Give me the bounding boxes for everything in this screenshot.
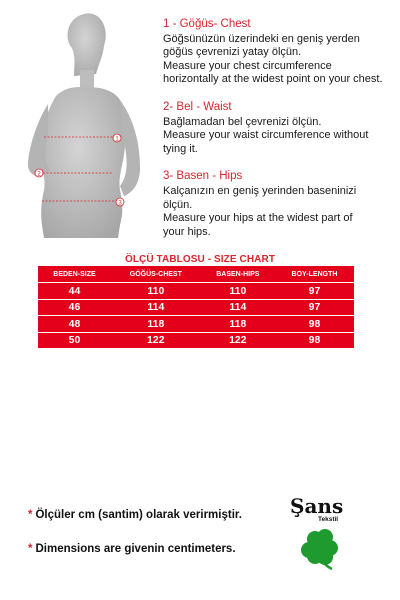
- hips-text: Kalçanızın en geniş yerinden baseninizi ölçün. Measure your hips at the widest part of your hips.: [163, 184, 357, 238]
- waist-marker-label: 2: [37, 171, 41, 178]
- logo-name: Şans: [290, 494, 344, 518]
- cell-length: 98: [275, 316, 354, 333]
- cell-length: 97: [275, 283, 354, 300]
- chest-text: Göğsünüzün üzerindeki en geniş yerden göğüs çevrenizi yatay ölçün. Measure your chest circumference horizontally at the widest point on your chest.: [163, 32, 383, 86]
- header-length: BOY-LENGTH: [275, 266, 354, 283]
- waist-section: [163, 101, 395, 156]
- cell-size: 46: [38, 299, 111, 316]
- cell-size: 48: [38, 316, 111, 333]
- asterisk-icon: *: [28, 543, 33, 555]
- hips-title: 3- Basen - Hips: [163, 170, 243, 183]
- header-hips: BASEN-HIPS: [201, 266, 275, 283]
- cell-chest: 114: [111, 299, 201, 316]
- table-row: [38, 283, 354, 300]
- header-size: BEDEN-SIZE: [38, 266, 111, 283]
- cell-size: 50: [68, 334, 81, 347]
- note-turkish-text: Ölçüler cm (santim) olarak verirmiştir.: [35, 509, 242, 521]
- cell-hips: 118: [201, 316, 275, 333]
- size-chart-table: [38, 266, 354, 348]
- waist-title: 2- Bel - Waist: [163, 100, 232, 113]
- clover-icon: [298, 526, 344, 572]
- note-english-text: Dimensions are givenin centimeters.: [35, 543, 236, 555]
- cell-chest: 122: [147, 334, 165, 347]
- measurement-instructions: [163, 18, 395, 253]
- cell-hips: 110: [201, 283, 275, 300]
- chest-title: 1 - Göğüs- Chest: [163, 18, 251, 30]
- cell-hips: 114: [201, 299, 275, 316]
- waist-text: Bağlamadan bel çevrenizi ölçün. Measure your waist circumference without tying it.: [163, 115, 369, 155]
- note-turkish: [28, 509, 242, 521]
- cell-length: 97: [275, 299, 354, 316]
- header-chest: GÖĞÜS-CHEST: [111, 266, 201, 283]
- cell-chest: 110: [111, 283, 201, 300]
- chest-marker-label: 1: [115, 136, 119, 143]
- cell-length: 98: [308, 334, 321, 347]
- brand-logo: [290, 494, 370, 574]
- asterisk-icon: *: [28, 509, 33, 521]
- table-row: [38, 332, 354, 348]
- hips-marker-label: 3: [118, 200, 122, 207]
- table-row: [38, 299, 354, 316]
- cell-size: 44: [38, 283, 111, 300]
- table-row: [38, 316, 354, 333]
- hips-section: [163, 170, 395, 239]
- logo-subtitle: Tekstil: [318, 516, 339, 523]
- note-english: [28, 543, 236, 555]
- table-header-row: [38, 266, 354, 283]
- cell-chest: 118: [111, 316, 201, 333]
- cell-hips: 122: [229, 334, 247, 347]
- size-chart-title: ÖLÇÜ TABLOSU - SIZE CHART: [124, 254, 276, 265]
- chest-section: [163, 18, 395, 87]
- measurement-figure: [0, 0, 160, 245]
